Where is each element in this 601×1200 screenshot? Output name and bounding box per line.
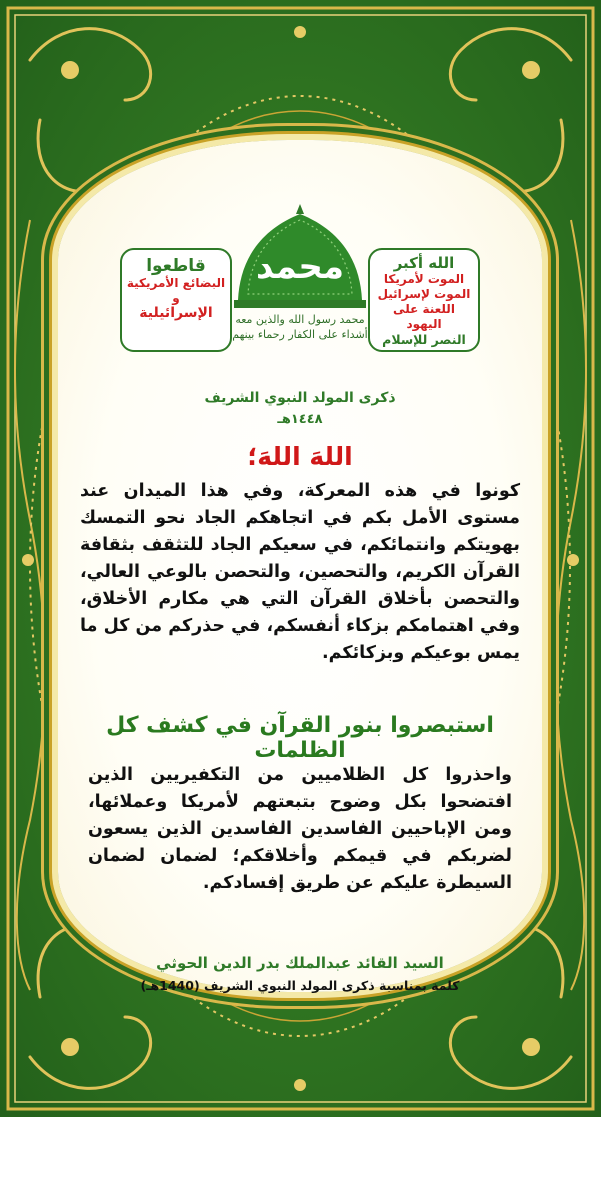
boycott-title: قاطعوا <box>146 256 206 276</box>
slogan-line-1: الموت لأمريكا <box>383 272 465 286</box>
author-name: السيد القائد عبدالملك بدر الدين الحوثي <box>156 954 444 972</box>
boycott-line-1: البضائع الأمريكية <box>126 276 226 290</box>
slogan-line-4: النصر للإسلام <box>382 332 466 347</box>
paragraph-1: كونوا في هذه المعركة، وفي هذا الميدان عند مستوى الأمل بكم في اتجاهكم الجاد نحو التمسك بهويتكم وانتمائكم، في سعيكم الجاد للتثقف بثقافة القرآن الكريم، والتحصين، والتحصن بالوعي العالي، والتحصن بأخلاق القرآن التي هي مكارم الأخلاق، وفي اهتمامكم بزكاء أنفسكم، في حذركم من كل ما يمس بوعيكم وبزكائكم. <box>80 481 520 663</box>
paragraph-2: واحذروا كل الظلاميين من التكفيريين الذين افتضحوا بكل وضوح بتبعتهم لأمريكا وعملائها، ومن الإباحيين الفاسدين الفاسدين الذين يسعون لضربكم في قيمكم وأخلاقكم؛ لضمان لضمان السيطرة عليكم عن طريق إفسادكم. <box>88 765 512 893</box>
heading: اللهَ اللهَ؛ <box>247 442 353 471</box>
dome-caption-line-2: أشداء على الكفار رحماء بينهم <box>232 328 368 341</box>
center-name: محمد <box>256 247 344 287</box>
banner-heading: استبصروا بنور القرآن في كشف كل الظلمات <box>106 713 494 763</box>
hijri-year: ١٤٤٨هـ <box>277 412 323 427</box>
content <box>60 150 540 993</box>
boycott-line-2: و <box>172 291 180 305</box>
dome-caption <box>232 312 368 342</box>
boycott-line-3: الإسرائيلية <box>139 305 213 321</box>
slogan-emblem <box>368 248 480 352</box>
slogan-line-3: اللعنة على اليهود <box>393 302 455 331</box>
occasion-title: ذكرى المولد النبوي الشريف <box>204 390 396 406</box>
slogan-line-2: الموت لإسرائيل <box>377 287 471 301</box>
dome-caption-line-1: محمد رسول الله والذين معه <box>235 313 365 326</box>
speech-source: كلمة بمناسبة ذكرى المولد النبوي الشريف (1440هـ) <box>140 978 460 993</box>
dome-emblem-icon <box>230 200 370 310</box>
slogan-title: الله أكبر <box>393 254 455 272</box>
boycott-emblem <box>120 248 232 352</box>
